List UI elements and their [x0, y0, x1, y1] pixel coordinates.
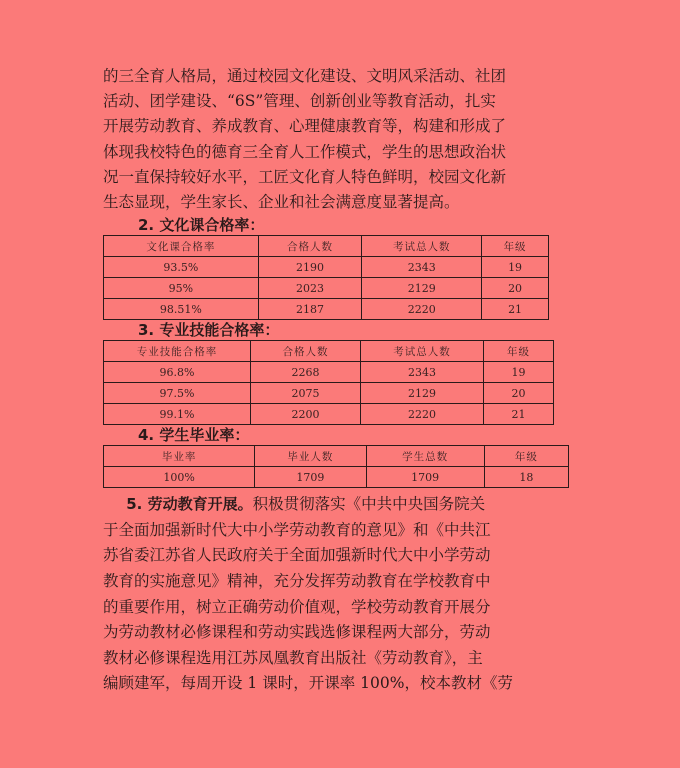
table-cell: 20: [484, 383, 554, 404]
paragraph-line: 为劳动教材必修课程和劳动实践选修课程两大部分，劳动: [103, 623, 491, 642]
table-cell: 19: [484, 362, 554, 383]
table-cell: 2343: [361, 362, 484, 383]
table-cell: 96.8%: [104, 362, 251, 383]
paragraph-line: [103, 492, 578, 518]
column-header: 考试总人数: [361, 341, 484, 362]
table-row: [104, 362, 554, 383]
document-page: [103, 64, 578, 697]
column-header: 学生总数: [366, 446, 484, 467]
table-cell: 2190: [258, 257, 362, 278]
table-row: [104, 278, 549, 299]
table-cell: 2129: [361, 383, 484, 404]
table-cell: 100%: [104, 467, 255, 488]
table-cell: 2129: [362, 278, 482, 299]
intro-line: 生态显现，学生家长、企业和社会满意度显著提高。: [103, 193, 460, 212]
table-cell: 20: [482, 278, 549, 299]
table-row: [104, 383, 554, 404]
table-cell: 95%: [104, 278, 259, 299]
table-cell: 2220: [362, 299, 482, 320]
column-header: 考试总人数: [362, 236, 482, 257]
table-cell: 1709: [255, 467, 366, 488]
intro-paragraph: [103, 64, 578, 215]
table-cell: 98.51%: [104, 299, 259, 320]
labor-education-paragraph: [103, 492, 578, 697]
table-cell: 2187: [258, 299, 362, 320]
table-cell: 2075: [251, 383, 361, 404]
table-header-row: [104, 341, 554, 362]
table-cell: 93.5%: [104, 257, 259, 278]
table-row: [104, 299, 549, 320]
table-cell: 21: [484, 404, 554, 425]
table-cell: 21: [482, 299, 549, 320]
column-header: 合格人数: [258, 236, 362, 257]
culture-pass-rate-table: [103, 235, 549, 320]
column-header: 文化课合格率: [104, 236, 259, 257]
paragraph-line: 教材必修课程选用江苏凤凰教育出版社《劳动教育》，主: [103, 648, 483, 667]
section-2-heading: 2. 文化课合格率：: [138, 216, 265, 235]
column-header: 合格人数: [251, 341, 361, 362]
paragraph-line: 于全面加强新时代大中小学劳动教育的意见》和《中共江: [103, 520, 491, 539]
column-header: 毕业率: [104, 446, 255, 467]
section-5-heading: 5. 劳动教育开展。: [126, 495, 253, 514]
paragraph-text: 积极贯彻落实《中共中央国务院关: [252, 495, 486, 514]
table-cell: 19: [482, 257, 549, 278]
column-header: 年级: [484, 341, 554, 362]
column-header: 年级: [482, 236, 549, 257]
paragraph-line: 的重要作用，树立正确劳动价值观，学校劳动教育开展分: [103, 597, 491, 616]
table-row: [104, 404, 554, 425]
intro-line: 开展劳动教育、养成教育、心理健康教育等，构建和形成了: [103, 117, 507, 136]
skill-pass-rate-table: [103, 340, 554, 425]
section-3-heading: 3. 专业技能合格率：: [138, 321, 280, 340]
table-header-row: [104, 236, 549, 257]
intro-line: 体现我校特色的德育三全育人工作模式，学生的思想政治状: [103, 142, 507, 161]
graduation-rate-table: [103, 445, 569, 488]
table-cell: 2343: [362, 257, 482, 278]
table-cell: 1709: [366, 467, 484, 488]
table-row: [104, 257, 549, 278]
table-cell: 2268: [251, 362, 361, 383]
section-4-heading: 4. 学生毕业率：: [138, 426, 250, 445]
table-cell: 99.1%: [104, 404, 251, 425]
table-cell: 2200: [251, 404, 361, 425]
paragraph-line: 教育的实施意见》精神，充分发挥劳动教育在学校教育中: [103, 572, 491, 590]
table-row: [104, 467, 569, 488]
column-header: 年级: [484, 446, 568, 467]
table-header-row: [104, 446, 569, 467]
column-header: 毕业人数: [255, 446, 366, 467]
paragraph-line: 苏省委江苏省人民政府关于全面加强新时代大中小学劳动: [103, 546, 491, 565]
table-cell: 2220: [361, 404, 484, 425]
table-cell: 97.5%: [104, 383, 251, 404]
intro-line: 活动、团学建设、“6S”管理、创新创业等教育活动，扎实: [103, 92, 496, 111]
intro-line: 况一直保持较好水平，工匠文化育人特色鲜明，校园文化新: [103, 167, 507, 186]
paragraph-line: 编顾建军，每周开设 1 课时，开课率 100%，校本教材《劳: [103, 674, 513, 693]
table-cell: 2023: [258, 278, 362, 299]
column-header: 专业技能合格率: [104, 341, 251, 362]
intro-line: 的三全育人格局，通过校园文化建设、文明风采活动、社团: [103, 67, 507, 85]
table-cell: 18: [484, 467, 568, 488]
